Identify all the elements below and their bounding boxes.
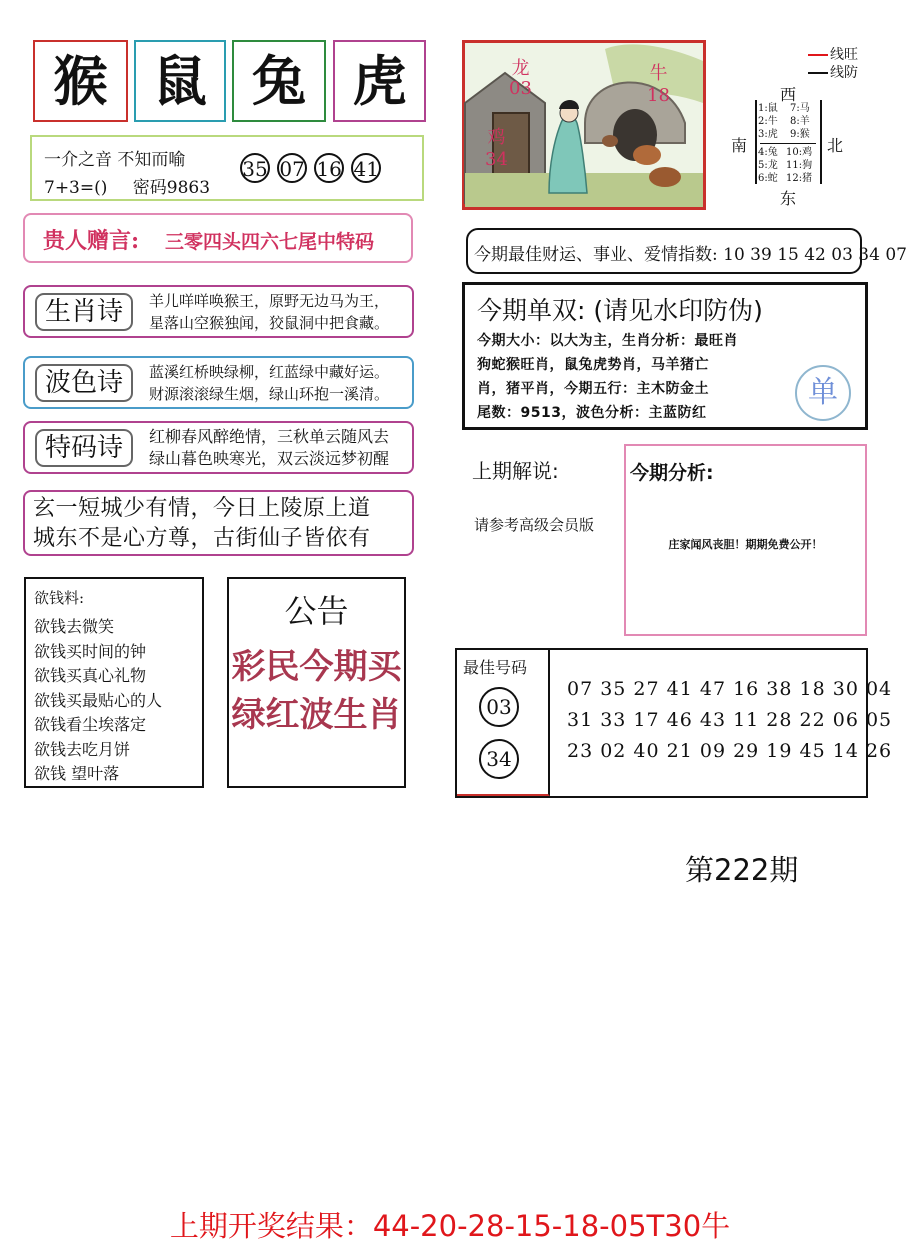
- zodiac-box-3: 兔: [232, 40, 326, 122]
- compass-north: 北: [827, 136, 844, 155]
- poem-line: 绿山暮色映寒光，双云淡远梦初醒: [149, 449, 390, 468]
- riddle-box: [30, 135, 424, 201]
- single-double-line: 肖，猪平肖，今期五行：主木防金土: [477, 381, 709, 397]
- notice-line: 彩民今期买: [231, 647, 402, 687]
- number-ball: 41: [351, 153, 381, 183]
- verse-box: [23, 490, 414, 556]
- number-label: 34: [485, 149, 508, 170]
- compass-grid-lt: [758, 102, 778, 141]
- riddle-equation: 7+3=(): [44, 178, 108, 198]
- compass-vline-left: [755, 100, 757, 184]
- poem-line: 红柳春风醉绝情，三秋单云随风去: [149, 427, 390, 446]
- zodiac-box-2: 鼠: [134, 40, 226, 122]
- poem-line: 羊儿咩咩唤猴王，原野无边马为王，: [149, 292, 390, 310]
- compass-grid-rb: [786, 146, 812, 185]
- wish-box: [24, 577, 204, 788]
- compass-cell: 8:羊: [790, 116, 810, 127]
- black-line-icon: [808, 72, 828, 74]
- number-ball: 07: [277, 153, 307, 183]
- analysis-text: 庄家闻风丧胆！期期免费公开！: [668, 538, 823, 551]
- scene-label-bl: [485, 127, 508, 171]
- best-numbers-box: [455, 648, 893, 798]
- riddle-line-1: 一介之音 不知而喻: [44, 150, 186, 170]
- wish-title: 欲钱料:: [34, 589, 85, 607]
- number-row: 07 35 27 41 47 16 38 18 30 04: [567, 678, 893, 700]
- zodiac-label: 龙: [511, 58, 530, 79]
- scene-label-tr: [647, 63, 670, 107]
- best-ball: 34: [479, 739, 519, 779]
- special-poem-box: [23, 421, 414, 474]
- wish-item: 欲钱去微笑: [34, 617, 115, 636]
- analysis-box: [624, 444, 867, 636]
- best-numbers-grid: [567, 674, 892, 767]
- compass-cell: 11:狗: [786, 160, 813, 171]
- number-row: 31 33 17 46 43 11 28 22 06 05: [567, 709, 893, 731]
- single-double-line: 今期大小：以大为主，生肖分析：最旺肖: [477, 333, 738, 349]
- notice-box: [227, 577, 406, 788]
- compass-grid-rt: [790, 102, 810, 141]
- compass-cell: 3:虎: [758, 129, 778, 140]
- number-row: 23 02 40 21 09 29 19 45 14 26: [567, 740, 893, 762]
- notice-line: 绿红波生肖: [231, 695, 402, 735]
- compass-cell: 7:马: [790, 103, 810, 114]
- gift-banner-prefix: 贵人赠言:: [43, 228, 140, 254]
- wish-item: 欲钱 望叶落: [34, 764, 120, 783]
- color-poem-box: [23, 356, 414, 409]
- compass-cell: 1:鼠: [758, 103, 778, 114]
- compass-south: 南: [731, 136, 748, 155]
- legend-red: 线旺: [808, 46, 858, 64]
- wish-item: 欲钱去吃月饼: [34, 739, 131, 759]
- zodiac-box-1: 猴: [33, 40, 128, 122]
- compass-vline-right: [820, 100, 822, 184]
- poem-line: 星落山空猴独闻，狡鼠洞中把食藏。: [149, 314, 390, 332]
- wish-item: 欲钱看尘埃落定: [34, 715, 147, 734]
- poem-line: 财源滚滚绿生烟，绿山环抱一溪清。: [149, 385, 390, 403]
- compass-cell: 6:蛇: [758, 173, 778, 184]
- number-label: 18: [647, 85, 670, 106]
- verse-line: 玄一短城少有情，今日上陵原上道: [33, 496, 371, 521]
- compass-cell: 2:牛: [758, 116, 778, 127]
- poem-line: 蓝溪红桥映绿柳，红蓝绿中藏好运。: [149, 363, 390, 381]
- compass-hline: [760, 143, 816, 144]
- poem-label: 特码诗: [35, 429, 133, 467]
- compass-grid-lb: [758, 146, 778, 185]
- last-explain-title: 上期解说:: [472, 459, 559, 483]
- red-line-icon: [808, 54, 828, 56]
- number-label: 03: [509, 78, 532, 99]
- last-explain-note: 请参考高级会员版: [474, 516, 595, 534]
- best-numbers-label: 最佳号码: [463, 658, 528, 677]
- riddle-line-2: [44, 173, 210, 198]
- best-numbers-side: [457, 650, 550, 796]
- legend-black: 线防: [808, 64, 858, 82]
- gift-banner-text: 三零四头四六七尾中特码: [165, 231, 375, 253]
- zodiac-label: 牛: [649, 63, 668, 84]
- zodiac-label: 鸡: [487, 127, 506, 148]
- last-result: 上期开奖结果：44-20-28-15-18-05T30牛: [169, 1209, 731, 1243]
- zodiac-poem-box: [23, 285, 414, 338]
- gift-banner: [23, 213, 413, 263]
- poem-label: 生肖诗: [35, 293, 133, 331]
- wish-item: 欲钱买真心礼物: [34, 666, 147, 685]
- compass-east: 东: [780, 189, 797, 208]
- compass-cell: 9:猴: [790, 129, 810, 140]
- compass-west: 西: [780, 85, 797, 104]
- number-ball: 35: [240, 153, 270, 183]
- scene-label-tl: [509, 59, 532, 99]
- best-ball: 03: [479, 687, 519, 727]
- wish-item: 欲钱买时间的钟: [34, 641, 147, 661]
- zodiac-box-4: 虎: [333, 40, 426, 122]
- watermark-stamp: 单: [795, 365, 851, 421]
- single-double-line: 狗蛇猴旺肖，鼠兔虎势肖，马羊猪亡: [477, 357, 709, 373]
- verse-line: 城东不是心方尊，古街仙子皆依有: [33, 526, 371, 551]
- compass-cell: 12:猪: [786, 173, 813, 184]
- notice-title: 公告: [284, 592, 349, 630]
- number-ball: 16: [314, 153, 344, 183]
- compass-cell: 5:龙: [758, 160, 778, 171]
- single-double-title: 今期单双: (请见水印防伪): [477, 296, 763, 325]
- issue-number: 第222期: [685, 853, 799, 887]
- riddle-code: 密码9863: [132, 178, 211, 198]
- single-double-line: 尾数：9513，波色分析：主蓝防红: [477, 405, 707, 421]
- index-line: 今期最佳财运、事业、爱情指数: 10 39 15 42 03 34 07: [474, 245, 907, 265]
- index-line-box: [466, 228, 907, 274]
- single-double-body: [477, 329, 738, 425]
- compass-legend: [808, 46, 858, 82]
- compass-cell: 4:兔: [758, 147, 778, 158]
- wish-item: 欲钱买最贴心的人: [34, 690, 163, 710]
- compass-cell: 10:鸡: [786, 147, 813, 158]
- riddle-balls: [240, 153, 383, 183]
- scene-picture: [462, 40, 706, 210]
- analysis-title: 今期分析:: [630, 462, 714, 484]
- single-double-box: [462, 282, 868, 430]
- poem-label: 波色诗: [35, 364, 133, 402]
